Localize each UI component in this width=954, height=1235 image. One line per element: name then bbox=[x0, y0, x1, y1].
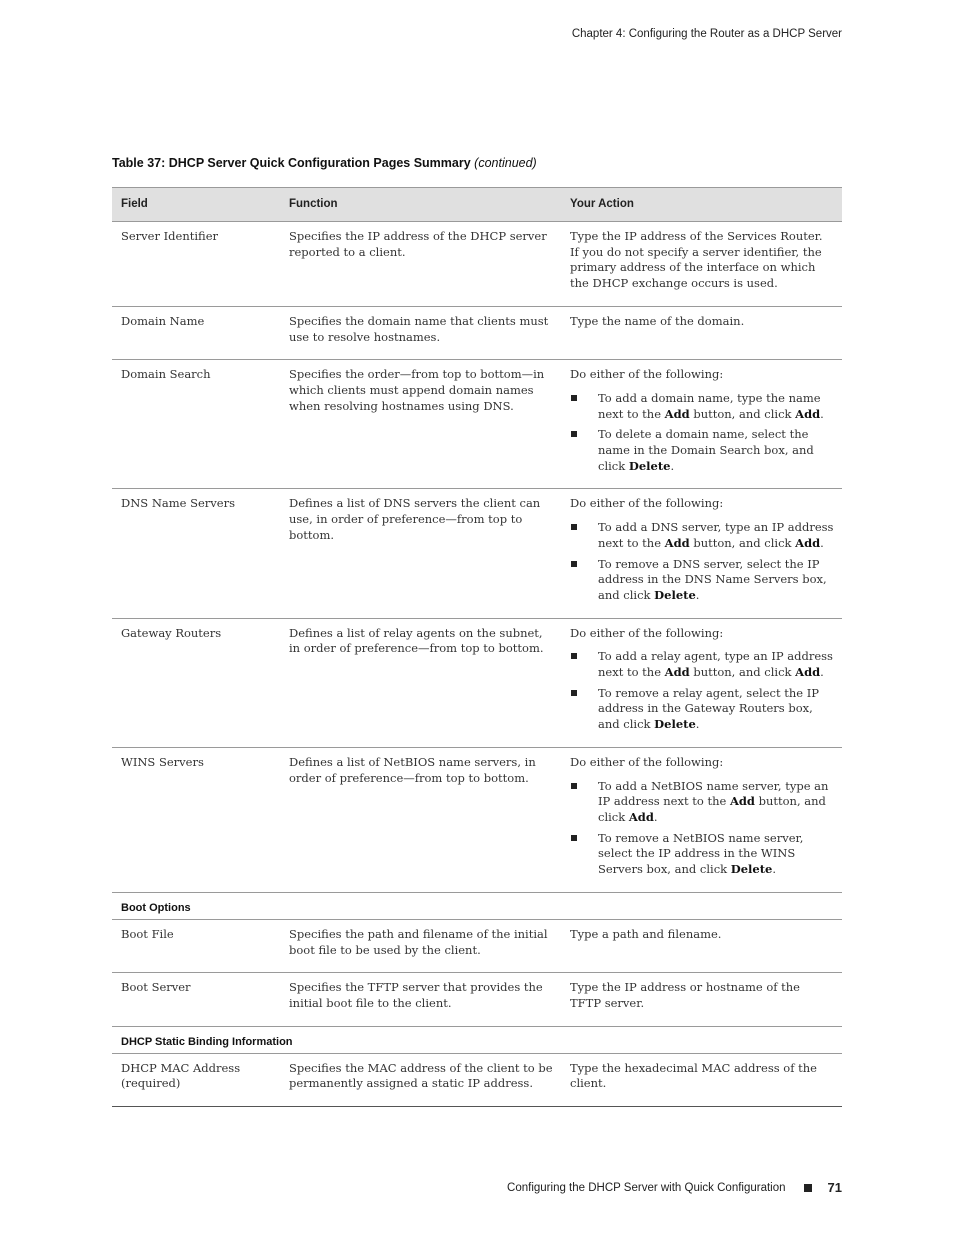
function-cell: Defines a list of DNS servers the client can use, in order of preference—from top to bottom. bbox=[280, 489, 561, 618]
footer-separator-icon bbox=[804, 1184, 812, 1192]
field-cell: DNS Name Servers bbox=[112, 489, 280, 618]
action-list bbox=[570, 520, 834, 604]
action-intro: Do either of the following: bbox=[570, 496, 724, 511]
list-item: To add a NetBIOS name server, type an IP address next to the Add button, and click Add. bbox=[570, 779, 834, 826]
table-row bbox=[112, 306, 842, 359]
section-title: Boot Options bbox=[112, 892, 842, 919]
bullet-square-icon bbox=[571, 690, 577, 696]
function-cell: Defines a list of NetBIOS name servers, in order of preference—from top to bottom. bbox=[280, 747, 561, 892]
table-row bbox=[112, 973, 842, 1026]
list-item: To remove a DNS server, select the IP address in the DNS Name Servers box, and click Delete. bbox=[570, 557, 834, 604]
function-cell: Specifies the TFTP server that provides the initial boot file to the client. bbox=[280, 973, 561, 1026]
function-cell: Specifies the domain name that clients must use to resolve hostnames. bbox=[280, 306, 561, 359]
bullet-square-icon bbox=[571, 561, 577, 567]
field-cell: WINS Servers bbox=[112, 747, 280, 892]
table-title: Table 37: DHCP Server Quick Configuration Pages Summary bbox=[112, 156, 471, 170]
section-row-static-binding bbox=[112, 1026, 842, 1053]
bullet-square-icon bbox=[571, 783, 577, 789]
function-cell: Specifies the IP address of the DHCP server reported to a client. bbox=[280, 222, 561, 307]
table-row bbox=[112, 1053, 842, 1106]
field-cell: Server Identifier bbox=[112, 222, 280, 307]
table-row bbox=[112, 919, 842, 972]
action-cell bbox=[561, 489, 842, 618]
bullet-square-icon bbox=[571, 653, 577, 659]
table-row bbox=[112, 360, 842, 489]
function-cell: Specifies the order—from top to bottom—in which clients must append domain names when resolving hostnames using DNS. bbox=[280, 360, 561, 489]
action-cell: Type a path and filename. bbox=[561, 919, 842, 972]
field-cell: Domain Search bbox=[112, 360, 280, 489]
section-title: DHCP Static Binding Information bbox=[112, 1026, 842, 1053]
action-cell: Type the hexadecimal MAC address of the client. bbox=[561, 1053, 842, 1106]
action-list bbox=[570, 649, 834, 733]
column-header-field: Field bbox=[112, 188, 280, 222]
page-number: 71 bbox=[827, 1180, 842, 1195]
field-cell: Gateway Routers bbox=[112, 618, 280, 747]
function-cell: Specifies the path and filename of the initial boot file to be used by the client. bbox=[280, 919, 561, 972]
action-list bbox=[570, 779, 834, 878]
action-list bbox=[570, 391, 834, 475]
bullet-square-icon bbox=[571, 835, 577, 841]
table-row bbox=[112, 618, 842, 747]
dhcp-summary-table bbox=[112, 187, 842, 1107]
bullet-square-icon bbox=[571, 524, 577, 530]
column-header-function: Function bbox=[280, 188, 561, 222]
action-intro: Do either of the following: bbox=[570, 625, 724, 640]
table-continued: (continued) bbox=[474, 156, 537, 170]
action-cell bbox=[561, 360, 842, 489]
field-cell: Boot Server bbox=[112, 973, 280, 1026]
list-item: To delete a domain name, select the name in the Domain Search box, and click Delete. bbox=[570, 427, 834, 474]
action-cell: Type the IP address of the Services Router. If you do not specify a server identifier, the primary address of the interface on which the DHCP exchange occurs is used. bbox=[561, 222, 842, 307]
list-item: To add a domain name, type the name next to the Add button, and click Add. bbox=[570, 391, 834, 422]
action-cell bbox=[561, 747, 842, 892]
field-cell: Domain Name bbox=[112, 306, 280, 359]
action-cell: Type the name of the domain. bbox=[561, 306, 842, 359]
action-cell bbox=[561, 618, 842, 747]
function-cell: Defines a list of relay agents on the subnet, in order of preference—from top to bottom. bbox=[280, 618, 561, 747]
table-caption bbox=[112, 156, 537, 170]
field-cell: Boot File bbox=[112, 919, 280, 972]
bullet-square-icon bbox=[571, 431, 577, 437]
bullet-square-icon bbox=[571, 395, 577, 401]
running-header: Chapter 4: Configuring the Router as a DHCP Server bbox=[571, 28, 842, 40]
list-item: To add a relay agent, type an IP address next to the Add button, and click Add. bbox=[570, 649, 834, 680]
action-intro: Do either of the following: bbox=[570, 367, 724, 382]
section-row-boot-options bbox=[112, 892, 842, 919]
column-header-action: Your Action bbox=[561, 188, 842, 222]
page-footer bbox=[507, 1180, 842, 1195]
table-row bbox=[112, 489, 842, 618]
action-cell: Type the IP address or hostname of the TFTP server. bbox=[561, 973, 842, 1026]
field-cell: DHCP MAC Address (required) bbox=[112, 1053, 280, 1106]
list-item: To remove a NetBIOS name server, select the IP address in the WINS Servers box, and click Delete. bbox=[570, 831, 834, 878]
footer-section-title: Configuring the DHCP Server with Quick Configuration bbox=[507, 1181, 786, 1194]
list-item: To remove a relay agent, select the IP address in the Gateway Routers box, and click Delete. bbox=[570, 686, 834, 733]
list-item: To add a DNS server, type an IP address next to the Add button, and click Add. bbox=[570, 520, 834, 551]
action-intro: Do either of the following: bbox=[570, 754, 724, 769]
table-row bbox=[112, 747, 842, 892]
function-cell: Specifies the MAC address of the client to be permanently assigned a static IP address. bbox=[280, 1053, 561, 1106]
table-row bbox=[112, 222, 842, 307]
table-header-row bbox=[112, 188, 842, 222]
